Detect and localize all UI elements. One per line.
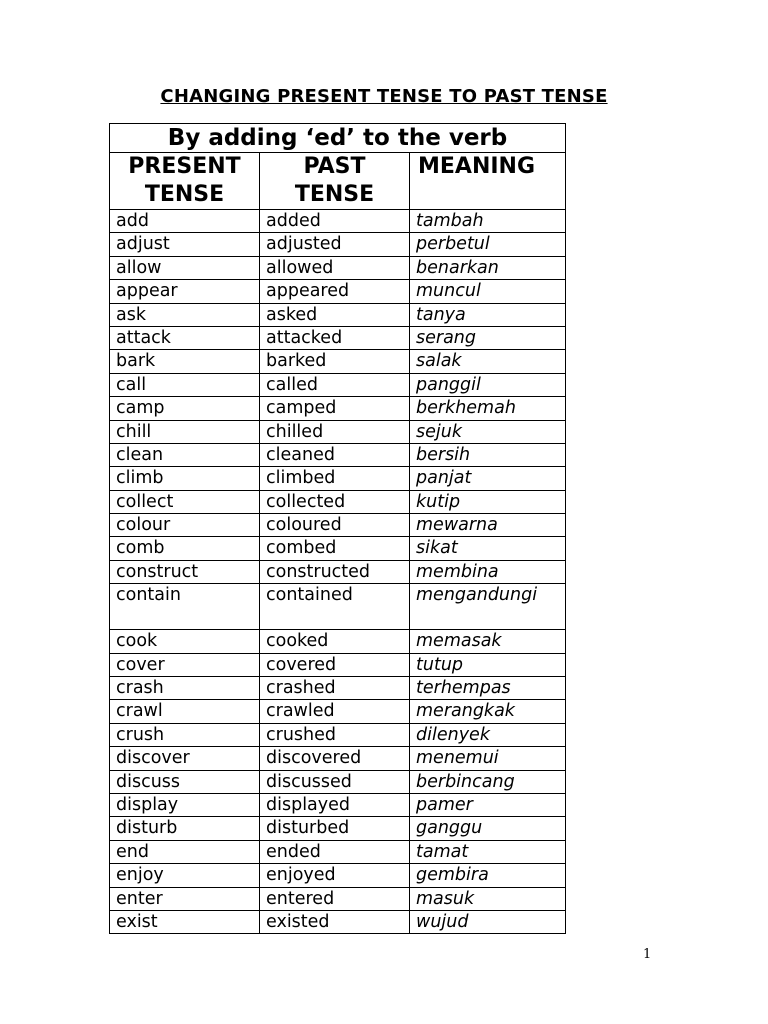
meaning-cell: merangkak	[410, 700, 566, 723]
meaning-cell: mengandungi	[410, 584, 566, 630]
meaning-cell: wujud	[410, 910, 566, 933]
past-tense-cell: displayed	[260, 793, 410, 816]
present-tense-cell: call	[110, 373, 260, 396]
past-tense-cell: crashed	[260, 677, 410, 700]
past-tense-cell: adjusted	[260, 233, 410, 256]
meaning-cell: sejuk	[410, 420, 566, 443]
meaning-cell: berkhemah	[410, 397, 566, 420]
meaning-cell: dilenyek	[410, 723, 566, 746]
meaning-cell: panggil	[410, 373, 566, 396]
past-tense-cell: appeared	[260, 280, 410, 303]
table-row	[110, 233, 566, 256]
present-tense-cell: enjoy	[110, 864, 260, 887]
past-tense-cell: ended	[260, 840, 410, 863]
table-row	[110, 630, 566, 653]
present-tense-cell: crash	[110, 677, 260, 700]
present-tense-cell: crush	[110, 723, 260, 746]
header-present-tense	[110, 153, 260, 210]
table-row	[110, 887, 566, 910]
past-tense-cell: covered	[260, 653, 410, 676]
table-row	[110, 910, 566, 933]
meaning-cell: ganggu	[410, 817, 566, 840]
past-tense-cell: added	[260, 210, 410, 233]
header-past-line1: PAST	[303, 154, 366, 179]
meaning-cell: tamat	[410, 840, 566, 863]
meaning-cell: perbetul	[410, 233, 566, 256]
past-tense-cell: combed	[260, 537, 410, 560]
present-tense-cell: appear	[110, 280, 260, 303]
meaning-cell: sikat	[410, 537, 566, 560]
meaning-cell: menemui	[410, 747, 566, 770]
verb-rows	[110, 210, 566, 934]
past-tense-cell: contained	[260, 584, 410, 630]
present-tense-cell: display	[110, 793, 260, 816]
table-row	[110, 677, 566, 700]
past-tense-cell: cooked	[260, 630, 410, 653]
past-tense-cell: crushed	[260, 723, 410, 746]
past-tense-cell: camped	[260, 397, 410, 420]
past-tense-cell: chilled	[260, 420, 410, 443]
table-row	[110, 280, 566, 303]
table-row	[110, 747, 566, 770]
past-tense-cell: asked	[260, 303, 410, 326]
table-row	[110, 653, 566, 676]
present-tense-cell: colour	[110, 514, 260, 537]
meaning-cell: masuk	[410, 887, 566, 910]
table-row	[110, 256, 566, 279]
present-tense-cell: attack	[110, 326, 260, 349]
past-tense-cell: attacked	[260, 326, 410, 349]
table-row	[110, 793, 566, 816]
present-tense-cell: discover	[110, 747, 260, 770]
past-tense-cell: cleaned	[260, 443, 410, 466]
table-row	[110, 303, 566, 326]
meaning-cell: tutup	[410, 653, 566, 676]
past-tense-cell: called	[260, 373, 410, 396]
meaning-cell: benarkan	[410, 256, 566, 279]
present-tense-cell: add	[110, 210, 260, 233]
table-row	[110, 397, 566, 420]
table-row	[110, 326, 566, 349]
meaning-cell: serang	[410, 326, 566, 349]
present-tense-cell: collect	[110, 490, 260, 513]
meaning-cell: membina	[410, 560, 566, 583]
present-tense-cell: cover	[110, 653, 260, 676]
past-tense-cell: collected	[260, 490, 410, 513]
meaning-cell: gembira	[410, 864, 566, 887]
meaning-cell: tambah	[410, 210, 566, 233]
present-tense-cell: climb	[110, 467, 260, 490]
table-row	[110, 770, 566, 793]
past-tense-cell: disturbed	[260, 817, 410, 840]
verb-tense-table	[109, 123, 566, 934]
meaning-cell: memasak	[410, 630, 566, 653]
table-row	[110, 840, 566, 863]
header-present-line1: PRESENT	[128, 154, 241, 179]
table-row	[110, 560, 566, 583]
meaning-cell: kutip	[410, 490, 566, 513]
meaning-cell: pamer	[410, 793, 566, 816]
header-past-line2: TENSE	[294, 182, 375, 207]
past-tense-cell: climbed	[260, 467, 410, 490]
table-row	[110, 350, 566, 373]
present-tense-cell: construct	[110, 560, 260, 583]
present-tense-cell: end	[110, 840, 260, 863]
past-tense-cell: crawled	[260, 700, 410, 723]
table-row	[110, 537, 566, 560]
table-caption: By adding ‘ed’ to the verb	[110, 124, 566, 153]
past-tense-cell: existed	[260, 910, 410, 933]
past-tense-cell: discovered	[260, 747, 410, 770]
past-tense-cell: barked	[260, 350, 410, 373]
table-row	[110, 864, 566, 887]
present-tense-cell: discuss	[110, 770, 260, 793]
table-row	[110, 584, 566, 630]
header-past-tense	[260, 153, 410, 210]
past-tense-cell: enjoyed	[260, 864, 410, 887]
table-row	[110, 817, 566, 840]
past-tense-cell: entered	[260, 887, 410, 910]
document-title: CHANGING PRESENT TENSE TO PAST TENSE	[160, 86, 608, 107]
table-row	[110, 490, 566, 513]
past-tense-cell: constructed	[260, 560, 410, 583]
table-row	[110, 210, 566, 233]
table-row	[110, 514, 566, 537]
header-meaning: MEANING	[410, 153, 566, 210]
meaning-cell: muncul	[410, 280, 566, 303]
meaning-cell: bersih	[410, 443, 566, 466]
present-tense-cell: exist	[110, 910, 260, 933]
table-row	[110, 443, 566, 466]
meaning-cell: tanya	[410, 303, 566, 326]
present-tense-cell: chill	[110, 420, 260, 443]
meaning-cell: salak	[410, 350, 566, 373]
meaning-cell: panjat	[410, 467, 566, 490]
present-tense-cell: cook	[110, 630, 260, 653]
present-tense-cell: camp	[110, 397, 260, 420]
present-tense-cell: contain	[110, 584, 260, 630]
present-tense-cell: crawl	[110, 700, 260, 723]
page-number: 1	[643, 947, 652, 962]
present-tense-cell: clean	[110, 443, 260, 466]
header-present-line2: TENSE	[144, 182, 225, 207]
past-tense-cell: coloured	[260, 514, 410, 537]
table-row	[110, 700, 566, 723]
meaning-cell: mewarna	[410, 514, 566, 537]
present-tense-cell: bark	[110, 350, 260, 373]
present-tense-cell: ask	[110, 303, 260, 326]
table-row	[110, 467, 566, 490]
present-tense-cell: enter	[110, 887, 260, 910]
present-tense-cell: adjust	[110, 233, 260, 256]
present-tense-cell: comb	[110, 537, 260, 560]
meaning-cell: berbincang	[410, 770, 566, 793]
table-row	[110, 723, 566, 746]
table-row	[110, 420, 566, 443]
past-tense-cell: discussed	[260, 770, 410, 793]
table-row	[110, 373, 566, 396]
present-tense-cell: disturb	[110, 817, 260, 840]
past-tense-cell: allowed	[260, 256, 410, 279]
meaning-cell: terhempas	[410, 677, 566, 700]
present-tense-cell: allow	[110, 256, 260, 279]
